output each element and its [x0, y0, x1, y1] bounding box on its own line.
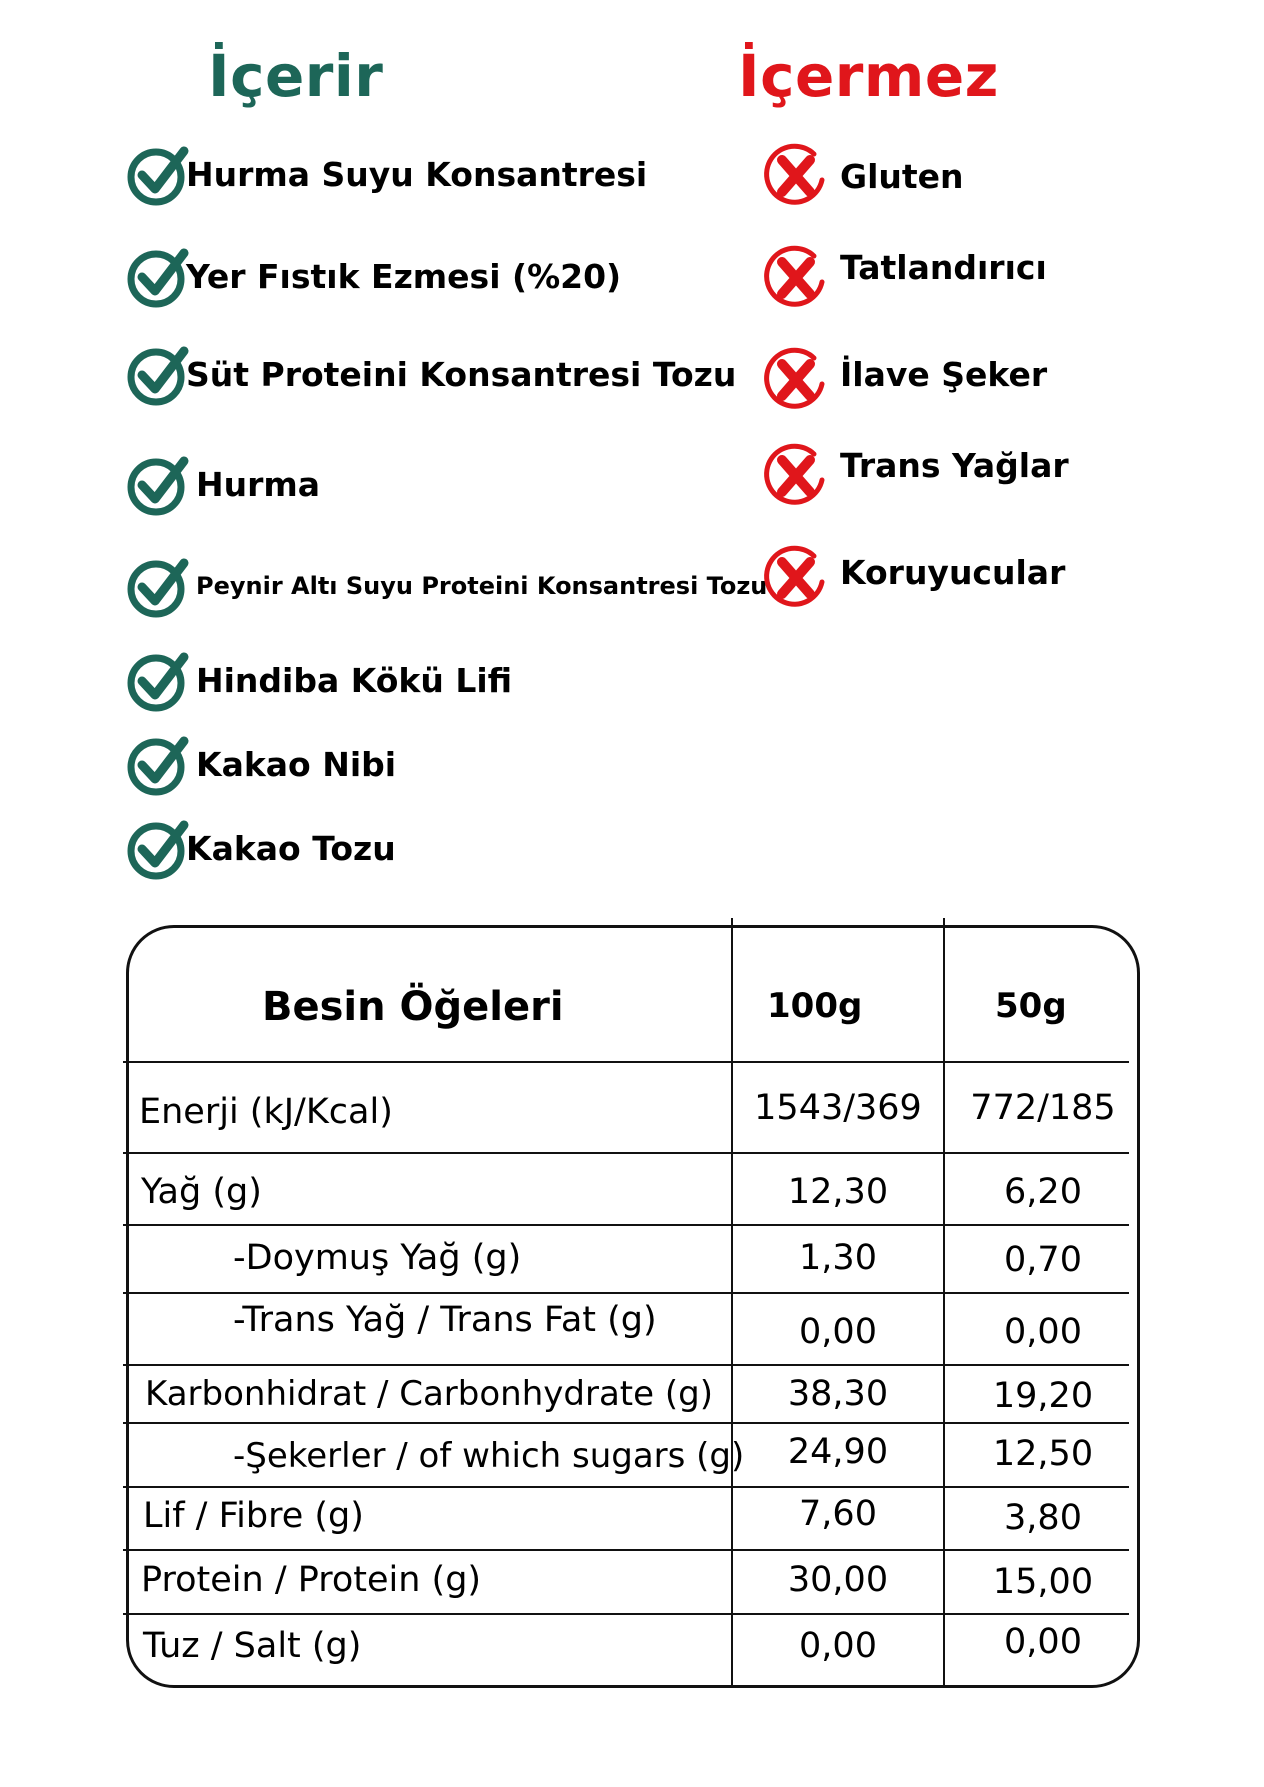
- table-row-name: -Trans Yağ / Trans Fat (g): [233, 1300, 657, 1340]
- row-divider: [123, 1613, 1129, 1615]
- table-row-name: Karbonhidrat / Carbonhydrate (g): [145, 1374, 713, 1414]
- contains-item: [126, 816, 396, 880]
- x-circle-icon: [762, 244, 830, 312]
- row-divider: [123, 1152, 1129, 1154]
- table-row-value-100g: 24,90: [787, 1432, 889, 1472]
- contains-item: [126, 452, 320, 516]
- excludes-heading: İçermez: [738, 42, 999, 110]
- excludes-item: [762, 348, 1047, 412]
- contains-item: [126, 244, 621, 308]
- excludes-item-label: Gluten: [840, 156, 964, 196]
- table-row-value-50g: 6,20: [1004, 1172, 1082, 1212]
- table-row-name: Lif / Fibre (g): [143, 1496, 364, 1536]
- table-row-value-100g: 12,30: [787, 1172, 889, 1212]
- contains-item-label: Kakao Nibi: [196, 744, 397, 784]
- x-circle-icon: [762, 442, 830, 510]
- table-row-value-100g: 0,00: [799, 1312, 877, 1352]
- check-circle-icon: [126, 141, 192, 207]
- table-row-value-50g: 3,80: [1004, 1498, 1082, 1538]
- contains-heading: İçerir: [208, 42, 384, 110]
- contains-item: [126, 342, 736, 406]
- row-divider: [123, 1224, 1129, 1226]
- table-row-name: -Doymuş Yağ (g): [233, 1238, 522, 1278]
- contains-item-label: Hurma: [196, 464, 321, 504]
- table-row-value-50g: 0,00: [1004, 1312, 1082, 1352]
- row-divider: [123, 1486, 1129, 1488]
- excludes-item-label: Tatlandırıcı: [840, 247, 1047, 287]
- table-row-value-50g: 0,00: [1004, 1622, 1082, 1662]
- contains-item-label: Hindiba Kökü Lifi: [196, 660, 513, 700]
- table-header-50g: 50g: [995, 986, 1067, 1026]
- row-divider: [123, 1364, 1129, 1366]
- table-header-name: Besin Öğeleri: [262, 984, 564, 1030]
- check-circle-icon: [126, 451, 192, 517]
- table-row-value-100g: 1,30: [799, 1238, 877, 1278]
- table-row-value-50g: 12,50: [992, 1434, 1094, 1474]
- table-row-value-100g: 7,60: [799, 1494, 877, 1534]
- table-row-name: -Şekerler / of which sugars (g): [233, 1436, 745, 1476]
- check-circle-icon: [126, 731, 192, 797]
- excludes-item: [762, 546, 1065, 610]
- contains-item-label: Peynir Altı Suyu Proteini Konsantresi Tozu: [196, 572, 768, 600]
- x-circle-icon: [762, 142, 830, 210]
- contains-item: [126, 554, 767, 618]
- contains-item: [126, 648, 512, 712]
- row-divider: [123, 1292, 1129, 1294]
- check-circle-icon: [126, 647, 192, 713]
- contains-item: [126, 732, 396, 796]
- table-row-value-100g: 1543/369: [754, 1088, 922, 1128]
- table-row-value-50g: 0,70: [1004, 1240, 1082, 1280]
- check-circle-icon: [126, 815, 192, 881]
- excludes-item-label: İlave Şeker: [840, 354, 1048, 394]
- check-circle-icon: [126, 341, 192, 407]
- excludes-item: [762, 246, 1047, 310]
- table-row-name: Protein / Protein (g): [141, 1560, 482, 1600]
- check-circle-icon: [126, 243, 192, 309]
- table-row-value-50g: 15,00: [992, 1562, 1094, 1602]
- excludes-item-label: Koruyucular: [840, 552, 1066, 592]
- excludes-item-label: Trans Yağlar: [840, 445, 1069, 485]
- row-divider: [123, 1061, 1129, 1063]
- table-row-value-50g: 19,20: [992, 1376, 1094, 1416]
- table-row-name: Yağ (g): [141, 1172, 262, 1212]
- x-circle-icon: [762, 346, 830, 414]
- table-row-value-100g: 38,30: [787, 1374, 889, 1414]
- check-circle-icon: [126, 553, 192, 619]
- row-divider: [123, 1422, 1129, 1424]
- table-row-value-100g: 0,00: [799, 1626, 877, 1666]
- x-circle-icon: [762, 544, 830, 612]
- table-header-100g: 100g: [767, 986, 863, 1026]
- contains-item-label: Süt Proteini Konsantresi Tozu: [186, 354, 737, 394]
- table-row-value-100g: 30,00: [787, 1560, 889, 1600]
- table-row-value-50g: 772/185: [970, 1088, 1116, 1128]
- contains-item-label: Yer Fıstık Ezmesi (%20): [186, 256, 622, 296]
- excludes-item: [762, 144, 964, 208]
- row-divider: [123, 1549, 1129, 1551]
- nutrition-table: [126, 925, 1140, 1688]
- contains-item-label: Kakao Tozu: [186, 828, 396, 868]
- table-row-name: Tuz / Salt (g): [143, 1626, 362, 1666]
- contains-item: [126, 142, 647, 206]
- excludes-item: [762, 444, 1069, 508]
- table-row-name: Enerji (kJ/Kcal): [139, 1092, 393, 1132]
- contains-item-label: Hurma Suyu Konsantresi: [186, 154, 648, 194]
